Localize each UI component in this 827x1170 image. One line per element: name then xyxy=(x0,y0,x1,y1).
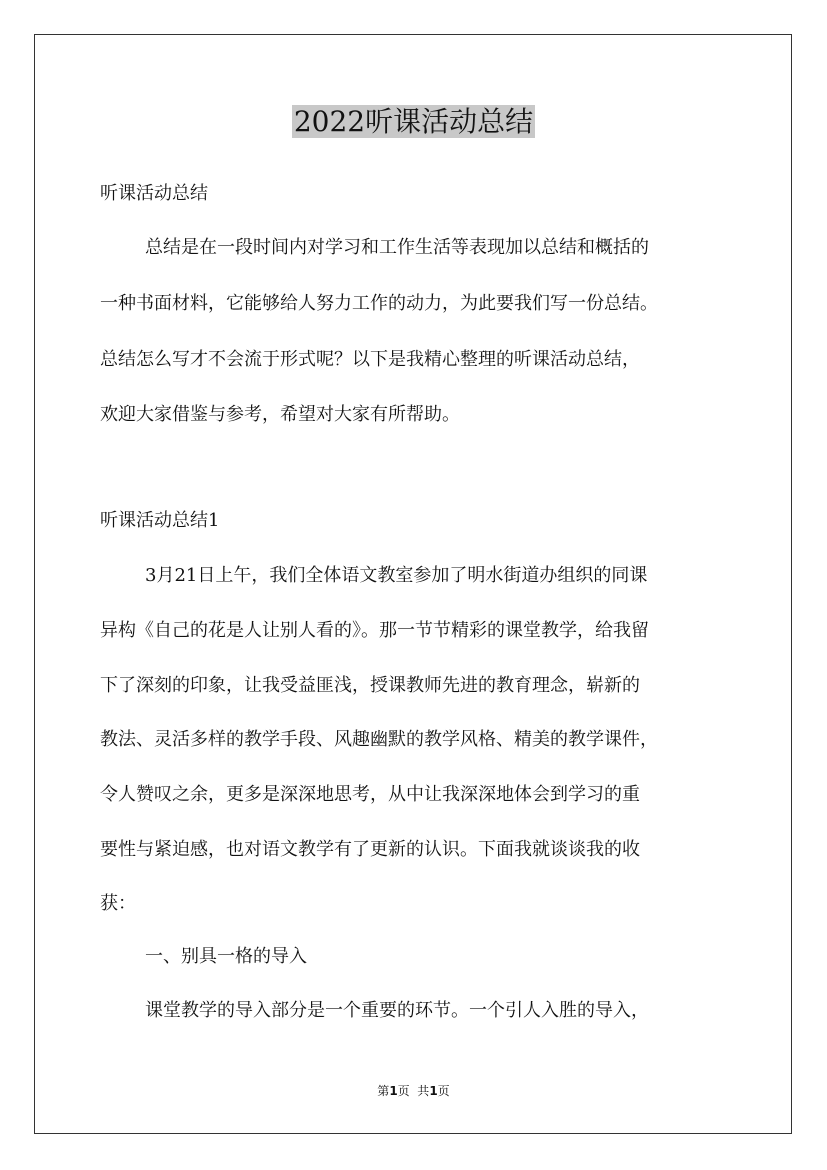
footer-prefix: 第 xyxy=(377,1084,390,1098)
footer-page-total: 1 xyxy=(429,1084,438,1098)
body-line-3: 下了深刻的印象，让我受益匪浅，授课教师先进的教育理念，崭新的 xyxy=(100,675,640,696)
body-line-2: 异构《自己的花是人让别人看的》。那一节节精彩的课堂教学，给我留 xyxy=(100,620,649,641)
intro-line-3: 总结怎么写才不会流于形式呢？以下是我精心整理的听课活动总结， xyxy=(100,349,640,370)
body-line-4: 教法、灵活多样的教学手段、风趣幽默的教学风格、精美的教学课件， xyxy=(100,729,658,750)
intro-line-2: 一种书面材料，它能够给人努力工作的动力，为此要我们写一份总结。 xyxy=(100,293,658,314)
body-line-1: 3月21日上午，我们全体语文教室参加了明水街道办组织的同课 xyxy=(145,565,648,586)
section-heading: 听课活动总结1 xyxy=(100,510,220,531)
body-line-7: 获： xyxy=(100,893,136,914)
intro-line-1: 总结是在一段时间内对学习和工作生活等表现加以总结和概括的 xyxy=(145,237,649,258)
page-footer xyxy=(0,1083,827,1099)
footer-mid: 页 共 xyxy=(397,1084,430,1098)
footer-page-number: 1 xyxy=(389,1084,398,1098)
point-line: 课堂教学的导入部分是一个重要的环节。一个引人入胜的导入， xyxy=(145,1000,649,1021)
document-title: 2022听课活动总结 xyxy=(293,105,534,138)
intro-line-4: 欢迎大家借鉴与参考，希望对大家有所帮助。 xyxy=(100,404,460,425)
document-title-row xyxy=(0,103,827,141)
point-heading: 一、别具一格的导入 xyxy=(145,946,307,967)
body-line-5: 令人赞叹之余，更多是深深地思考，从中让我深深地体会到学习的重 xyxy=(100,784,640,805)
subtitle: 听课活动总结 xyxy=(100,183,208,204)
body-line-6: 要性与紧迫感，也对语文教学有了更新的认识。下面我就谈谈我的收 xyxy=(100,839,640,860)
footer-suffix: 页 xyxy=(437,1084,450,1098)
